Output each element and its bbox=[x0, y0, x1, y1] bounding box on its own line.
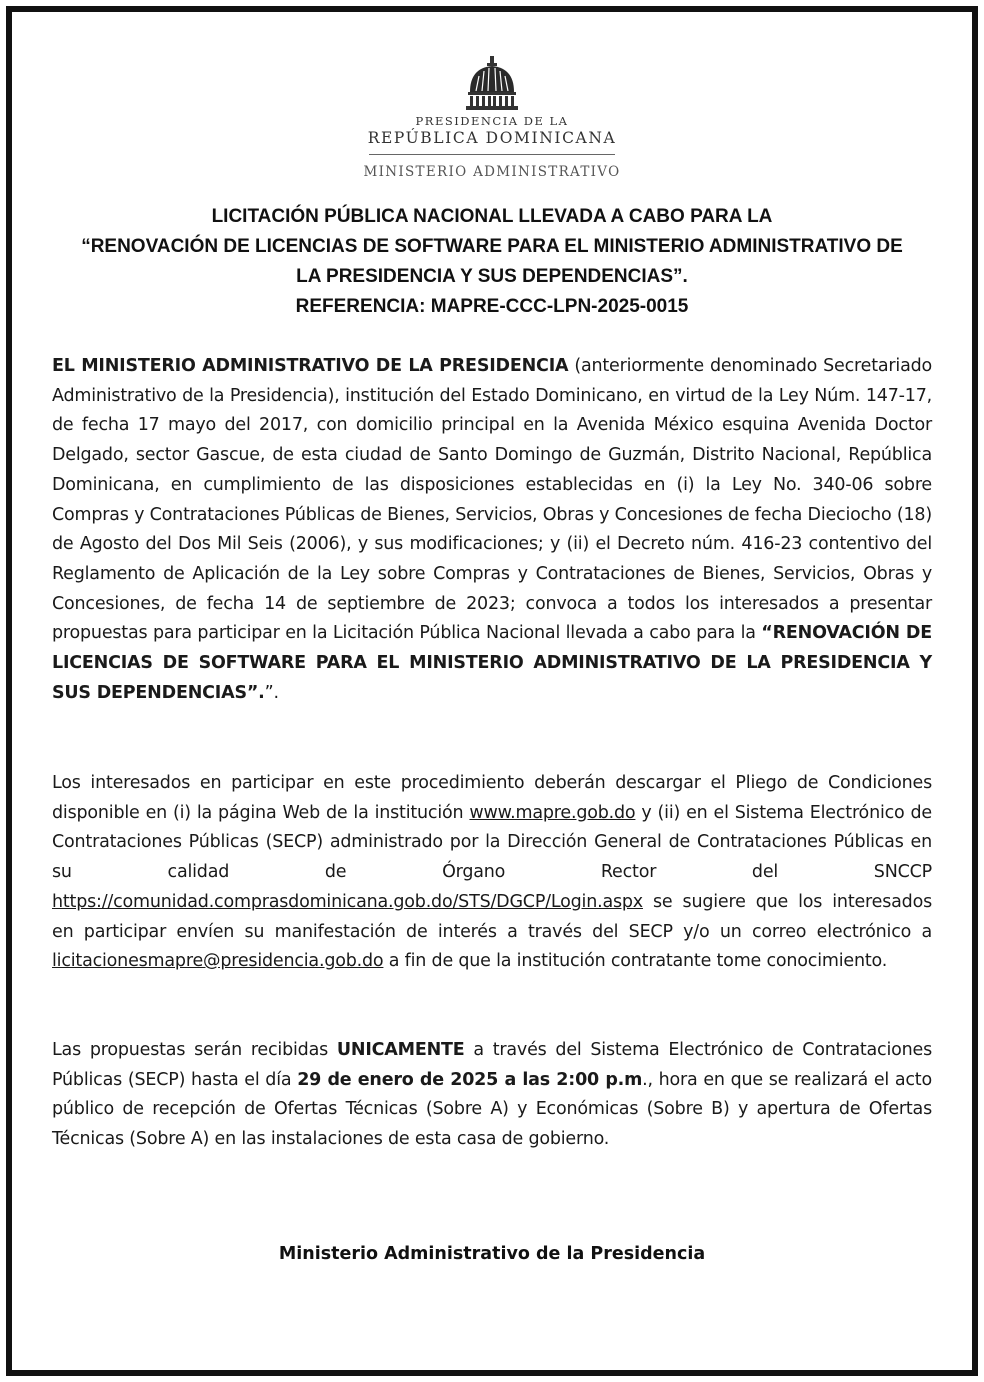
paragraph-convocatoria bbox=[52, 352, 932, 708]
deadline-bold: 29 de enero de 2025 a las 2:00 p.m bbox=[297, 1069, 643, 1090]
dome-emblem-icon bbox=[462, 56, 522, 112]
title-line-3: LA PRESIDENCIA Y SUS DEPENDENCIAS”. bbox=[296, 266, 688, 287]
title-line-1: LICITACIÓN PÚBLICA NACIONAL LLEVADA A CABO PARA LA bbox=[211, 206, 773, 227]
paragraph-text: a través del Sistema Electrónico de Contrataciones Públicas (SECP) hasta el día bbox=[52, 1040, 932, 1090]
paragraph-text: se sugiere que los interesados en participar envíen su manifestación de interés a través del SECP y/o un correo electrónico a bbox=[52, 891, 932, 942]
unicamente-bold: UNICAMENTE bbox=[336, 1040, 465, 1060]
paragraph-text: a fin de que la institución contratante tome conocimiento. bbox=[383, 951, 888, 972]
secp-portal-link[interactable]: https://comunidad.comprasdominicana.gob.do/STS/DGCP/Login.aspx bbox=[52, 891, 643, 912]
paragraph-tail: ”. bbox=[264, 682, 279, 703]
paragraph-pliego bbox=[52, 769, 932, 977]
paragraph-text: y (ii) en el Sistema Electrónico de Contrataciones Públicas (SECP) administrado por la Dirección General de Contrataciones Públicas en su calidad de Órgano Rector del SNCCP bbox=[52, 802, 932, 883]
document-page bbox=[6, 6, 978, 1376]
logo-line-republica: REPÚBLICA DOMINICANA bbox=[367, 129, 617, 147]
logo-line-ministerio: MINISTERIO ADMINISTRATIVO bbox=[363, 164, 621, 180]
ministry-name-bold: EL MINISTERIO ADMINISTRATIVO DE LA PRESIDENCIA bbox=[52, 356, 569, 376]
email-link[interactable]: licitacionesmapre@presidencia.gob.do bbox=[52, 951, 384, 972]
paragraph-text: Los interesados en participar en este procedimiento deberán descargar el Pliego de Condiciones disponible en (i) la página Web de la institución bbox=[52, 773, 932, 823]
title-line-2: “RENOVACIÓN DE LICENCIAS DE SOFTWARE PARA EL MINISTERIO ADMINISTRATIVO DE bbox=[81, 236, 903, 257]
paragraph-text: ., hora en que se realizará el acto público de recepción de Ofertas Técnicas (Sobre A) y Económicas (Sobre B) y apertura de Ofertas Técnicas (Sobre A) en las instalaciones de esta casa de gobierno. bbox=[52, 1069, 932, 1150]
paragraph-recepcion bbox=[52, 1036, 932, 1155]
paragraph-text: Las propuestas serán recibidas bbox=[52, 1040, 337, 1060]
signature: Ministerio Administrativo de la Presidencia bbox=[278, 1244, 706, 1264]
tender-name-bold: “RENOVACIÓN DE LICENCIAS DE SOFTWARE PARA EL MINISTERIO ADMINISTRATIVO DE LA PRESIDENCIA Y SUS DEPENDENCIAS”. bbox=[52, 623, 932, 703]
title-reference: REFERENCIA: MAPRE-CCC-LPN-2025-0015 bbox=[295, 296, 689, 317]
logo-line-presidencia: PRESIDENCIA DE LA bbox=[415, 114, 569, 128]
mapre-website-link[interactable]: www.mapre.gob.do bbox=[469, 802, 636, 823]
document-title bbox=[52, 202, 932, 322]
header-logo bbox=[12, 56, 972, 180]
paragraph-text: (anteriormente denominado Secretariado Administrativo de la Presidencia), institución del Estado Dominicano, en virtud de la Ley Núm. 147-17, de fecha 17 mayo del 2017, con domicilio principal en la Avenida México esquina Avenida Doctor Delgado, sector Gascue, de esta ciudad de Santo Domingo de Guzmán, Distrito Nacional, República Dominicana, en cumplimiento de las disposiciones establecidas en (i) la Ley No. 340-06 sobre Compras y Contrataciones Públicas de Bienes, Servicios, Obras y Concesiones de fecha Dieciocho (18) de Agosto del Dos Mil Seis (2006), y sus modificaciones; y (ii) el Decreto núm. 416-23 contentivo del Reglamento de Aplicación de la Ley sobre Compras y Contrataciones de Bienes, Servicios, Obras y Concesiones, de fecha 14 de septiembre de 2023; convoca a todos los interesados a presentar propuestas para participar en la Licitación Pública Nacional llevada a cabo para la bbox=[52, 356, 933, 644]
logo-divider bbox=[369, 154, 615, 155]
